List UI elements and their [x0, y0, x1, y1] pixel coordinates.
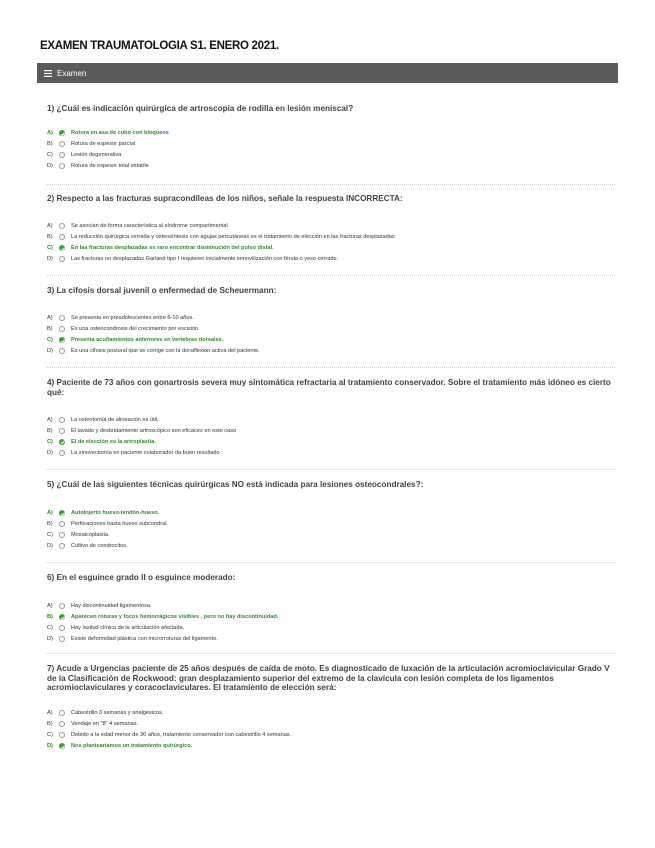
- option-text: Rotura de espesor total estable: [71, 163, 149, 169]
- option-text: Debido a la edad menor de 30 años, tratamiento conservador con cabestrillo 4 semanas.: [71, 732, 292, 738]
- radio[interactable]: [59, 348, 65, 354]
- option-letter: D): [47, 636, 53, 642]
- option-d[interactable]: [47, 254, 615, 265]
- option-text: Presenta acuñamientos anteriores en vertebras dorsales.: [71, 337, 224, 343]
- radio[interactable]: [59, 532, 65, 538]
- option-letter: A): [47, 603, 53, 609]
- question-text: 6) En el esguince grado II o esguince moderado:: [47, 573, 236, 582]
- option-letter: A): [47, 510, 53, 516]
- option-letter: C): [47, 625, 53, 631]
- option-a[interactable]: [47, 313, 615, 324]
- question-7: [47, 664, 615, 752]
- radio[interactable]: [59, 256, 65, 262]
- divider: [47, 562, 615, 563]
- radio[interactable]: [59, 428, 65, 434]
- option-b[interactable]: [47, 232, 615, 243]
- option-b[interactable]: [47, 425, 615, 436]
- option-text: La osteotomía de alineación es útil.: [71, 416, 159, 423]
- option-letter: D): [47, 256, 53, 262]
- option-letter: D): [47, 543, 53, 549]
- radio[interactable]: [59, 710, 65, 716]
- radio-checked[interactable]: [59, 614, 65, 620]
- option-letter: B): [47, 141, 53, 147]
- question-text: 2) Respecto a las fracturas supracondíleas de los niños, señale la respuesta INCORRECTA:: [47, 194, 403, 203]
- radio[interactable]: [59, 152, 65, 158]
- option-text: Aparecen roturas y focos hemorrágicos visibles , pero no hay discontinuidad.: [71, 614, 279, 620]
- exam-header-label: Examen: [57, 68, 87, 78]
- radio[interactable]: [59, 326, 65, 332]
- option-d[interactable]: [47, 447, 615, 458]
- radio-checked[interactable]: [59, 743, 65, 749]
- option-a[interactable]: [47, 708, 615, 719]
- option-d[interactable]: [47, 634, 615, 645]
- question-text: 1) ¿Cuál es indicación quirúrgica de artroscopia de rodilla en lesión meniscal?: [47, 104, 354, 113]
- option-text: Mosaicoplastia.: [71, 532, 110, 538]
- option-letter: C): [47, 152, 53, 158]
- option-a[interactable]: [47, 128, 615, 139]
- radio-checked[interactable]: [59, 337, 65, 343]
- divider: [47, 184, 615, 185]
- option-a[interactable]: [47, 221, 615, 232]
- option-c[interactable]: [47, 730, 615, 741]
- question-2: [47, 194, 615, 265]
- question-text: 3) La cifosis dorsal juvenil o enfermedad de Scheuermann:: [47, 286, 277, 295]
- options-list: [47, 601, 615, 645]
- option-a[interactable]: [47, 601, 615, 612]
- radio[interactable]: [59, 603, 65, 609]
- option-b[interactable]: [47, 612, 615, 623]
- option-c[interactable]: [47, 150, 615, 161]
- option-text: La sinovectomía en paciente colaborador da buen resultado: [71, 449, 220, 456]
- divider: [47, 653, 615, 654]
- option-letter: B): [47, 721, 53, 727]
- option-text: Hay laxitud clínica de la articulación afectada.: [71, 625, 185, 631]
- option-b[interactable]: [47, 519, 615, 530]
- option-text: El lavado y desbridamiento artroscópico son eficaces en este caso: [71, 427, 237, 434]
- option-text: Lesión degenerativa: [71, 152, 122, 158]
- option-c[interactable]: [47, 243, 615, 254]
- radio[interactable]: [59, 163, 65, 169]
- bottom-fade: [0, 750, 655, 762]
- option-text: Existe deformidad plástica con microrroturas del ligamento.: [71, 636, 218, 642]
- option-text: Se asocian de forma característica al síndrome compartimental: [71, 223, 228, 229]
- radio-checked[interactable]: [59, 510, 65, 516]
- option-letter: D): [47, 449, 53, 456]
- radio[interactable]: [59, 625, 65, 631]
- option-b[interactable]: [47, 719, 615, 730]
- option-text: Rotura en asa de cubo con bloqueos: [71, 130, 169, 136]
- option-c[interactable]: [47, 530, 615, 541]
- option-text: Se presenta en preadolescentes entre 6-10 años.: [71, 315, 194, 321]
- option-letter: C): [47, 337, 53, 343]
- option-c[interactable]: [47, 335, 615, 346]
- option-letter: C): [47, 732, 53, 738]
- option-b[interactable]: [47, 139, 615, 150]
- option-letter: D): [47, 743, 53, 749]
- question-text: 5) ¿Cuál de las siguientes técnicas quirúrgicas NO está indicada para lesiones osteocondrales?:: [47, 480, 424, 489]
- option-letter: D): [47, 348, 53, 354]
- option-letter: D): [47, 163, 53, 169]
- radio[interactable]: [59, 417, 65, 423]
- option-c[interactable]: [47, 436, 615, 447]
- option-letter: B): [47, 234, 53, 240]
- radio[interactable]: [59, 721, 65, 727]
- option-letter: B): [47, 326, 53, 332]
- option-letter: C): [47, 245, 53, 251]
- radio[interactable]: [59, 315, 65, 321]
- radio-checked[interactable]: [59, 245, 65, 251]
- option-letter: A): [47, 710, 53, 716]
- option-text: Cabestrillo 3 semanas y analgésicos.: [71, 710, 164, 716]
- question-5: [47, 480, 615, 552]
- option-text: Cultivo de condrocitos.: [71, 543, 128, 549]
- option-text: Perforaciones hasta hueso subcondral.: [71, 521, 169, 527]
- option-letter: A): [47, 223, 53, 229]
- option-letter: B): [47, 427, 53, 434]
- radio[interactable]: [59, 521, 65, 527]
- option-text: Es una osteocondrosis del crecimiento por escisión.: [71, 326, 200, 332]
- option-text: Autoinjerto hueso-tendón-hueso.: [71, 510, 160, 516]
- radio[interactable]: [59, 732, 65, 738]
- exam-header-bar: [37, 63, 618, 83]
- radio[interactable]: [59, 141, 65, 147]
- option-text: El de elección es la artroplastia.: [71, 438, 156, 445]
- question-text: 4) Paciente de 73 años con gonartrosis severa muy sintomática refractaria al tratamiento conservador. Sobre el tratamiento más idóneo es cierto qué:: [47, 378, 611, 397]
- question-text: 7) Acude a Urgencias paciente de 25 años después de caída de moto. Es diagnosticado de luxación de la articulación acromioclavicular Grado V de la Clasificación de Rockwood: gran desplazamiento superior del extremo de la clavícula con lesión completa de los ligamentos acromioclaviculares y coracoclaviculares. El tratamiento de elección será:: [47, 664, 610, 692]
- option-letter: B): [47, 521, 53, 527]
- question-6: [47, 573, 615, 645]
- divider: [47, 275, 615, 276]
- option-text: La reducción quirúrgica cerrada y osteosíntesis con agujas percutáneas es el tratamiento de elección en las fracturas desplazadas: [71, 234, 395, 240]
- divider: [47, 469, 615, 470]
- radio-checked[interactable]: [59, 439, 65, 445]
- option-letter: A): [47, 130, 53, 136]
- options-list: [47, 708, 615, 752]
- option-a[interactable]: [47, 508, 615, 519]
- option-text: Hay discontinuidad ligamentosa.: [71, 603, 152, 609]
- option-d[interactable]: [47, 541, 615, 552]
- radio[interactable]: [59, 543, 65, 549]
- option-letter: A): [47, 416, 53, 423]
- question-1: [47, 104, 615, 172]
- options-list: [47, 221, 615, 265]
- menu-icon[interactable]: [44, 70, 52, 77]
- option-letter: C): [47, 438, 53, 445]
- radio[interactable]: [59, 223, 65, 229]
- options-list: [47, 414, 615, 458]
- radio[interactable]: [59, 636, 65, 642]
- option-text: Nos plantearíamos un tratamiento quirúrgico.: [71, 743, 193, 749]
- option-text: Vendaje en "8" 4 semanas.: [71, 721, 139, 727]
- option-b[interactable]: [47, 324, 615, 335]
- option-text: Rotura de espesor parcial: [71, 141, 136, 147]
- option-a[interactable]: [47, 414, 615, 425]
- option-d[interactable]: [47, 346, 615, 357]
- options-list: [47, 128, 615, 172]
- radio[interactable]: [59, 450, 65, 456]
- divider: [47, 367, 615, 368]
- option-c[interactable]: [47, 623, 615, 634]
- document-title: EXAMEN TRAUMATOLOGIA S1. ENERO 2021.: [40, 40, 279, 52]
- option-letter: B): [47, 614, 53, 620]
- options-list: [47, 508, 615, 552]
- radio[interactable]: [59, 234, 65, 240]
- option-text: En las fracturas desplazadas es raro encontrar disminución del pulso distal.: [71, 245, 274, 251]
- options-list: [47, 313, 615, 357]
- option-letter: A): [47, 315, 53, 321]
- option-text: Las fracturas no desplazadas Garland tipo I requieren inicialmente inmovilización con férula o yeso cerrado.: [71, 256, 339, 262]
- radio-checked[interactable]: [59, 130, 65, 136]
- option-d[interactable]: [47, 161, 615, 172]
- option-text: Es una cifosis postural que se corrige con la dorsiflexion activa del paciente.: [71, 348, 260, 354]
- question-4: [47, 378, 615, 458]
- option-letter: C): [47, 532, 53, 538]
- question-3: [47, 286, 615, 357]
